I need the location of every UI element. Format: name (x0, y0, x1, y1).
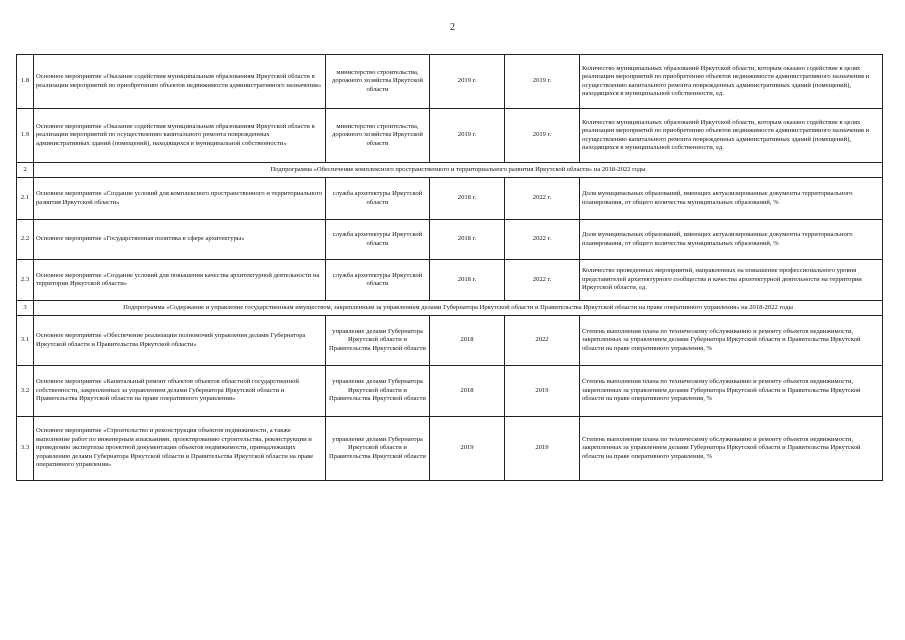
end-year: 2022 г. (505, 220, 580, 260)
row-number: 2.2 (17, 220, 34, 260)
start-year: 2018 (430, 366, 505, 417)
measure-name: Основное мероприятие «Обеспечение реализации полномочий управления делами Губернатора Иркутской области и Правительства Иркутской области» (34, 316, 326, 366)
table-row (17, 316, 883, 366)
target-indicator: Количество муниципальных образований Иркутской области, которым оказано содействие в целях реализации мероприятий по приобретению объектов недвижимости административного назначения и осуществлению капитального ремонта поврежденных административных зданий (помещений), находящихся в муниципальной собственности, ед. (580, 109, 883, 163)
subprogram-title: Подпрограмма «Обеспечение комплексного пространственного и территориального развития Иркутской области» на 2018-2022 годы (34, 163, 883, 178)
start-year: 2019 (430, 417, 505, 481)
measure-name: Основное мероприятие «Оказание содействия муниципальным образованиям Иркутской области в реализации мероприятий по приобретению объектов недвижимости административного назначения» (34, 55, 326, 109)
table-row (17, 366, 883, 417)
program-table (16, 54, 883, 481)
start-year: 2018 г. (430, 220, 505, 260)
measure-name: Основное мероприятие «Строительство и реконструкция объектов недвижимости, а также выполнение работ по инженерным изысканиям, проектированию строительства, реконструкции и проведению экспертизы проектной документации объектов недвижимости, принадлежащих управлению делами Губернатора Иркутской области и Правительства Иркутской области на праве оперативного управления» (34, 417, 326, 481)
row-number: 2.1 (17, 178, 34, 220)
subprogram-row (17, 301, 883, 316)
responsible-executor: служба архитектуры Иркутской области (326, 260, 430, 301)
responsible-executor: министерство строительства, дорожного хозяйства Иркутской области (326, 55, 430, 109)
row-number: 3 (17, 301, 34, 316)
table-row (17, 417, 883, 481)
row-number: 3.2 (17, 366, 34, 417)
target-indicator: Доля муниципальных образований, имеющих актуализированные документы территориального планирования, от общего количества муниципальных образований, % (580, 178, 883, 220)
responsible-executor: управление делами Губернатора Иркутской области и Правительства Иркутской области (326, 366, 430, 417)
start-year: 2018 г. (430, 178, 505, 220)
page-number: 2 (450, 22, 455, 33)
row-number: 2 (17, 163, 34, 178)
measure-name: Основное мероприятие «Создание условий для повышения качества архитектурной деятельности на территории Иркутской области» (34, 260, 326, 301)
target-indicator: Доля муниципальных образований, имеющих актуализированные документы территориального планирования, от общего количества муниципальных образований, % (580, 220, 883, 260)
start-year: 2018 (430, 316, 505, 366)
measure-name: Основное мероприятие «Оказание содействия муниципальным образованиям Иркутской области в реализации мероприятий по осуществлению капитального ремонта поврежденных административных зданий (помещений), находящихся в муниципальной собственности» (34, 109, 326, 163)
table-row (17, 55, 883, 109)
responsible-executor: управление делами Губернатора Иркутской области и Правительства Иркутской области (326, 417, 430, 481)
subprogram-title: Подпрограмма «Содержание и управление государственным имуществом, закрепленным за управлением делами Губернатора Иркутской области и Правительства Иркутской области на праве оперативного управления» на 2018-2022 годы (34, 301, 883, 316)
end-year: 2019 г. (505, 109, 580, 163)
table-row (17, 260, 883, 301)
end-year: 2022 (505, 316, 580, 366)
end-year: 2019 г. (505, 55, 580, 109)
subprogram-row (17, 163, 883, 178)
start-year: 2019 г. (430, 55, 505, 109)
responsible-executor: служба архитектуры Иркутской области (326, 178, 430, 220)
start-year: 2018 г. (430, 260, 505, 301)
responsible-executor: министерство строительства, дорожного хозяйства Иркутской области (326, 109, 430, 163)
table-row (17, 178, 883, 220)
start-year: 2019 г. (430, 109, 505, 163)
row-number: 1.8 (17, 55, 34, 109)
responsible-executor: служба архитектуры Иркутской области (326, 220, 430, 260)
target-indicator: Степень выполнения плана по техническому обслуживанию и ремонту объектов недвижимости, закрепленных за управлением делами Губернатора Иркутской области и Правительства Иркутской области на праве оперативного управления, % (580, 417, 883, 481)
responsible-executor: управление делами Губернатора Иркутской области и Правительства Иркутской области (326, 316, 430, 366)
end-year: 2019 (505, 366, 580, 417)
table-row (17, 220, 883, 260)
target-indicator: Количество муниципальных образований Иркутской области, которым оказано содействие в целях реализации мероприятий по приобретению объектов недвижимости административного назначения и осуществлению капитального ремонта поврежденных административных зданий (помещений), находящихся в муниципальной собственности, ед. (580, 55, 883, 109)
measure-name: Основное мероприятие «Государственная политика в сфере архитектуры» (34, 220, 326, 260)
target-indicator: Степень выполнения плана по техническому обслуживанию и ремонту объектов недвижимости, закрепленных за управлением делами Губернатора Иркутской области и Правительства Иркутской области на праве оперативного управления, % (580, 366, 883, 417)
end-year: 2019 (505, 417, 580, 481)
target-indicator: Степень выполнения плана по техническому обслуживанию и ремонту объектов недвижимости, закрепленных за управлением делами Губернатора Иркутской области и Правительства Иркутской области на праве оперативного управления, % (580, 316, 883, 366)
measure-name: Основное мероприятие «Создание условий для комплексного пространственного и территориального развития Иркутской области» (34, 178, 326, 220)
measure-name: Основное мероприятие «Капитальный ремонт объектов объектов областной государственной собственности, закрепленных за управлением делами Губернатора Иркутской области и Правительства Иркутской области на праве оперативного управления» (34, 366, 326, 417)
row-number: 3.3 (17, 417, 34, 481)
target-indicator: Количество проведенных мероприятий, направленных на повышение профессионального уровня представителей архитектурного сообщества и качества архитектурной деятельности на территории Иркутской области, ед. (580, 260, 883, 301)
row-number: 2.3 (17, 260, 34, 301)
end-year: 2022 г. (505, 260, 580, 301)
table-row (17, 109, 883, 163)
row-number: 1.9 (17, 109, 34, 163)
end-year: 2022 г. (505, 178, 580, 220)
row-number: 3.1 (17, 316, 34, 366)
